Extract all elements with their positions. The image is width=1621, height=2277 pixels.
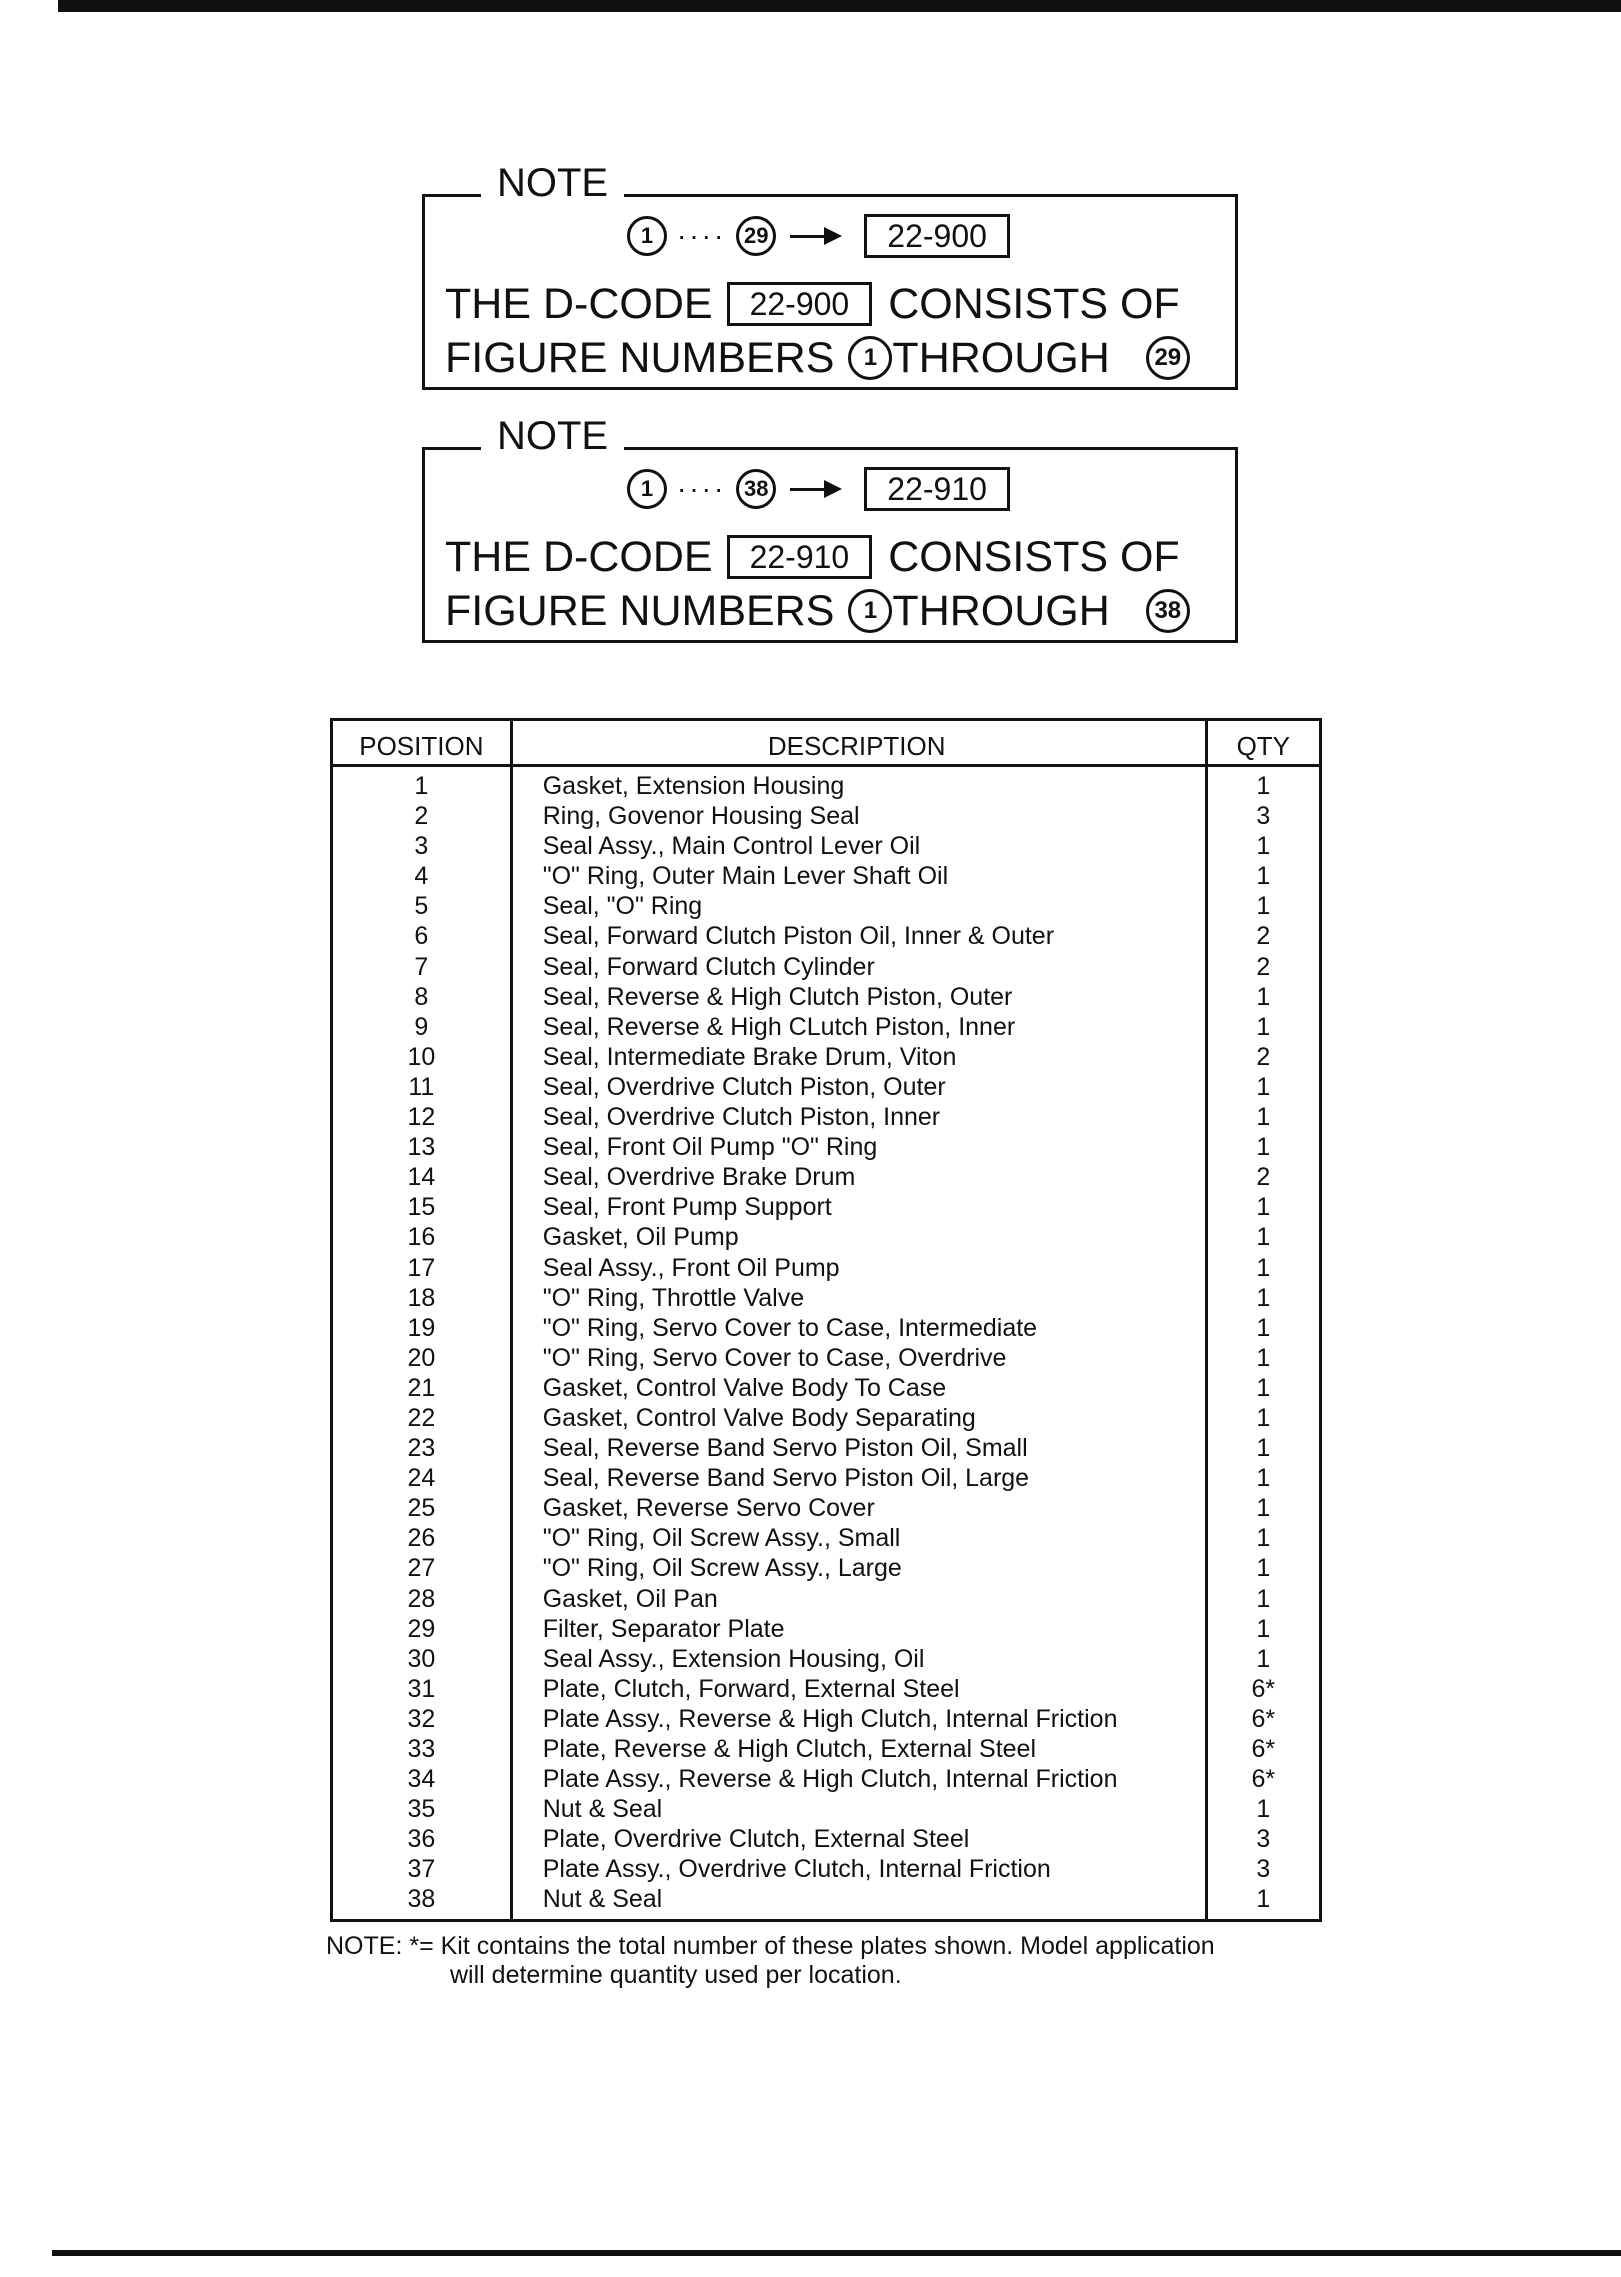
cell-qty: 2 bbox=[1206, 1162, 1320, 1192]
table-row bbox=[332, 1042, 1321, 1072]
cell-position: 20 bbox=[332, 1343, 512, 1373]
table-row bbox=[332, 1373, 1321, 1403]
cell-qty: 1 bbox=[1206, 1584, 1320, 1614]
table-row bbox=[332, 1313, 1321, 1343]
cell-description: Gasket, Extension Housing bbox=[511, 766, 1206, 802]
cell-description: Seal Assy., Extension Housing, Oil bbox=[511, 1644, 1206, 1674]
note-text-line2 bbox=[445, 333, 1190, 383]
cell-qty: 3 bbox=[1206, 1854, 1320, 1884]
arrow-right-icon bbox=[790, 480, 842, 498]
cell-qty: 1 bbox=[1206, 766, 1320, 802]
table-row bbox=[332, 1403, 1321, 1433]
cell-qty: 1 bbox=[1206, 891, 1320, 921]
table-row bbox=[332, 1553, 1321, 1583]
note-text-prefix: THE D-CODE bbox=[445, 533, 713, 581]
cell-qty: 2 bbox=[1206, 952, 1320, 982]
cell-description: "O" Ring, Servo Cover to Case, Intermediate bbox=[511, 1313, 1206, 1343]
cell-position: 35 bbox=[332, 1794, 512, 1824]
cell-position: 22 bbox=[332, 1403, 512, 1433]
table-row bbox=[332, 982, 1321, 1012]
note-box-2 bbox=[422, 414, 1238, 643]
cell-position: 26 bbox=[332, 1523, 512, 1553]
table-row bbox=[332, 891, 1321, 921]
table-row bbox=[332, 1644, 1321, 1674]
cell-description: "O" Ring, Oil Screw Assy., Large bbox=[511, 1553, 1206, 1583]
table-row bbox=[332, 1584, 1321, 1614]
cell-description: Nut & Seal bbox=[511, 1794, 1206, 1824]
table-body bbox=[332, 766, 1321, 1921]
header-qty: QTY bbox=[1206, 720, 1320, 766]
table-row bbox=[332, 1614, 1321, 1644]
cell-position: 5 bbox=[332, 891, 512, 921]
cell-description: Plate Assy., Reverse & High Clutch, Internal Friction bbox=[511, 1764, 1206, 1794]
cell-description: "O" Ring, Outer Main Lever Shaft Oil bbox=[511, 861, 1206, 891]
cell-position: 25 bbox=[332, 1493, 512, 1523]
cell-description: Seal Assy., Main Control Lever Oil bbox=[511, 831, 1206, 861]
footnote-line1: NOTE: *= Kit contains the total number of these plates shown. Model application bbox=[326, 1932, 1215, 1960]
note-line2-prefix: FIGURE NUMBERS bbox=[445, 334, 835, 382]
note-text-suffix: CONSISTS OF bbox=[888, 280, 1180, 328]
cell-qty: 1 bbox=[1206, 1373, 1320, 1403]
cell-qty: 1 bbox=[1206, 1132, 1320, 1162]
cell-position: 30 bbox=[332, 1644, 512, 1674]
note-label: NOTE bbox=[481, 161, 624, 205]
note-text-line1 bbox=[445, 532, 1180, 582]
cell-description: Gasket, Control Valve Body To Case bbox=[511, 1373, 1206, 1403]
cell-position: 34 bbox=[332, 1764, 512, 1794]
cell-description: Gasket, Control Valve Body Separating bbox=[511, 1403, 1206, 1433]
cell-position: 29 bbox=[332, 1614, 512, 1644]
through-start-circle: 1 bbox=[848, 336, 892, 380]
cell-qty: 2 bbox=[1206, 921, 1320, 951]
cell-qty: 1 bbox=[1206, 1072, 1320, 1102]
cell-qty: 1 bbox=[1206, 1614, 1320, 1644]
cell-qty: 1 bbox=[1206, 1794, 1320, 1824]
cell-description: Seal, Reverse & High CLutch Piston, Inner bbox=[511, 1012, 1206, 1042]
cell-position: 7 bbox=[332, 952, 512, 982]
cell-qty: 1 bbox=[1206, 1192, 1320, 1222]
cell-description: Seal, Forward Clutch Cylinder bbox=[511, 952, 1206, 982]
range-end-circle: 29 bbox=[736, 216, 776, 256]
cell-position: 17 bbox=[332, 1253, 512, 1283]
cell-description: "O" Ring, Servo Cover to Case, Overdrive bbox=[511, 1343, 1206, 1373]
cell-qty: 1 bbox=[1206, 1644, 1320, 1674]
cell-position: 8 bbox=[332, 982, 512, 1012]
cell-qty: 1 bbox=[1206, 1523, 1320, 1553]
cell-position: 16 bbox=[332, 1222, 512, 1252]
range-dots: ···· bbox=[677, 220, 727, 251]
table-row bbox=[332, 1674, 1321, 1704]
table-row bbox=[332, 1433, 1321, 1463]
cell-description: Seal, "O" Ring bbox=[511, 891, 1206, 921]
note-line2-through: THROUGH bbox=[892, 587, 1110, 635]
cell-qty: 3 bbox=[1206, 1824, 1320, 1854]
cell-position: 15 bbox=[332, 1192, 512, 1222]
cell-position: 24 bbox=[332, 1463, 512, 1493]
table-row bbox=[332, 1102, 1321, 1132]
cell-description: Gasket, Oil Pan bbox=[511, 1584, 1206, 1614]
d-code-inline: 22-910 bbox=[727, 535, 873, 579]
cell-position: 23 bbox=[332, 1433, 512, 1463]
cell-qty: 1 bbox=[1206, 1493, 1320, 1523]
cell-description: Seal, Reverse Band Servo Piston Oil, Large bbox=[511, 1463, 1206, 1493]
cell-description: Plate, Reverse & High Clutch, External Steel bbox=[511, 1734, 1206, 1764]
cell-position: 14 bbox=[332, 1162, 512, 1192]
table-row bbox=[332, 1764, 1321, 1794]
cell-position: 28 bbox=[332, 1584, 512, 1614]
cell-qty: 6* bbox=[1206, 1764, 1320, 1794]
cell-description: "O" Ring, Oil Screw Assy., Small bbox=[511, 1523, 1206, 1553]
cell-position: 36 bbox=[332, 1824, 512, 1854]
note-text-prefix: THE D-CODE bbox=[445, 280, 713, 328]
cell-qty: 1 bbox=[1206, 1553, 1320, 1583]
cell-description: Plate Assy., Overdrive Clutch, Internal Friction bbox=[511, 1854, 1206, 1884]
cell-description: Filter, Separator Plate bbox=[511, 1614, 1206, 1644]
table-row bbox=[332, 1192, 1321, 1222]
cell-position: 31 bbox=[332, 1674, 512, 1704]
cell-qty: 1 bbox=[1206, 982, 1320, 1012]
cell-qty: 1 bbox=[1206, 831, 1320, 861]
parts-table bbox=[330, 718, 1322, 1922]
cell-description: Plate, Overdrive Clutch, External Steel bbox=[511, 1824, 1206, 1854]
through-end-circle: 29 bbox=[1146, 336, 1190, 380]
note-range bbox=[627, 466, 1010, 512]
cell-position: 4 bbox=[332, 861, 512, 891]
through-end-circle: 38 bbox=[1146, 589, 1190, 633]
note-line2-through: THROUGH bbox=[892, 334, 1110, 382]
cell-description: Seal, Intermediate Brake Drum, Viton bbox=[511, 1042, 1206, 1072]
cell-description: Seal Assy., Front Oil Pump bbox=[511, 1253, 1206, 1283]
note-box-1 bbox=[422, 161, 1238, 390]
table-row bbox=[332, 1794, 1321, 1824]
footnote bbox=[326, 1932, 1326, 1990]
table-row bbox=[332, 1884, 1321, 1920]
cell-qty: 1 bbox=[1206, 1222, 1320, 1252]
cell-description: Seal, Overdrive Brake Drum bbox=[511, 1162, 1206, 1192]
table-row bbox=[332, 952, 1321, 982]
top-rule bbox=[58, 0, 1621, 12]
cell-qty: 1 bbox=[1206, 1012, 1320, 1042]
table-row bbox=[332, 1283, 1321, 1313]
table-row bbox=[332, 1854, 1321, 1884]
cell-position: 6 bbox=[332, 921, 512, 951]
table-row bbox=[332, 1132, 1321, 1162]
bottom-rule bbox=[52, 2250, 1621, 2256]
cell-qty: 1 bbox=[1206, 861, 1320, 891]
table-row bbox=[332, 766, 1321, 802]
cell-description: Seal, Overdrive Clutch Piston, Inner bbox=[511, 1102, 1206, 1132]
cell-qty: 1 bbox=[1206, 1253, 1320, 1283]
table-row bbox=[332, 1463, 1321, 1493]
d-code-box: 22-910 bbox=[864, 467, 1010, 511]
table-row bbox=[332, 1162, 1321, 1192]
cell-description: Gasket, Oil Pump bbox=[511, 1222, 1206, 1252]
table-row bbox=[332, 1222, 1321, 1252]
cell-description: Plate, Clutch, Forward, External Steel bbox=[511, 1674, 1206, 1704]
table-row bbox=[332, 801, 1321, 831]
cell-position: 10 bbox=[332, 1042, 512, 1072]
cell-position: 13 bbox=[332, 1132, 512, 1162]
cell-qty: 6* bbox=[1206, 1734, 1320, 1764]
table-row bbox=[332, 1704, 1321, 1734]
cell-description: Seal, Reverse Band Servo Piston Oil, Small bbox=[511, 1433, 1206, 1463]
cell-description: Seal, Front Pump Support bbox=[511, 1192, 1206, 1222]
note-text-suffix: CONSISTS OF bbox=[888, 533, 1180, 581]
cell-position: 32 bbox=[332, 1704, 512, 1734]
note-text-line1 bbox=[445, 279, 1180, 329]
cell-position: 18 bbox=[332, 1283, 512, 1313]
cell-description: Seal, Forward Clutch Piston Oil, Inner & Outer bbox=[511, 921, 1206, 951]
cell-qty: 6* bbox=[1206, 1674, 1320, 1704]
cell-position: 9 bbox=[332, 1012, 512, 1042]
range-start-circle: 1 bbox=[627, 469, 667, 509]
table-row bbox=[332, 1734, 1321, 1764]
cell-qty: 1 bbox=[1206, 1463, 1320, 1493]
cell-position: 27 bbox=[332, 1553, 512, 1583]
note-range bbox=[627, 213, 1010, 259]
table-header-row bbox=[332, 720, 1321, 766]
cell-qty: 1 bbox=[1206, 1313, 1320, 1343]
table-row bbox=[332, 831, 1321, 861]
cell-qty: 6* bbox=[1206, 1704, 1320, 1734]
cell-position: 21 bbox=[332, 1373, 512, 1403]
cell-position: 11 bbox=[332, 1072, 512, 1102]
cell-position: 37 bbox=[332, 1854, 512, 1884]
table-row bbox=[332, 1343, 1321, 1373]
d-code-inline: 22-900 bbox=[727, 282, 873, 326]
cell-position: 19 bbox=[332, 1313, 512, 1343]
table-row bbox=[332, 1824, 1321, 1854]
table-row bbox=[332, 1072, 1321, 1102]
note-line2-prefix: FIGURE NUMBERS bbox=[445, 587, 835, 635]
cell-description: "O" Ring, Throttle Valve bbox=[511, 1283, 1206, 1313]
cell-qty: 2 bbox=[1206, 1042, 1320, 1072]
note-text-line2 bbox=[445, 586, 1190, 636]
d-code-box: 22-900 bbox=[864, 214, 1010, 258]
cell-description: Seal, Overdrive Clutch Piston, Outer bbox=[511, 1072, 1206, 1102]
cell-qty: 1 bbox=[1206, 1102, 1320, 1132]
table-row bbox=[332, 1253, 1321, 1283]
cell-description: Gasket, Reverse Servo Cover bbox=[511, 1493, 1206, 1523]
cell-qty: 1 bbox=[1206, 1283, 1320, 1313]
cell-description: Seal, Reverse & High Clutch Piston, Outer bbox=[511, 982, 1206, 1012]
table-row bbox=[332, 1012, 1321, 1042]
through-start-circle: 1 bbox=[848, 589, 892, 633]
header-position: POSITION bbox=[332, 720, 512, 766]
table-row bbox=[332, 861, 1321, 891]
cell-position: 2 bbox=[332, 801, 512, 831]
note-label: NOTE bbox=[481, 414, 624, 458]
cell-qty: 1 bbox=[1206, 1403, 1320, 1433]
cell-position: 1 bbox=[332, 766, 512, 802]
footnote-line2: will determine quantity used per location. bbox=[450, 1961, 902, 1989]
table-row bbox=[332, 921, 1321, 951]
cell-description: Plate Assy., Reverse & High Clutch, Internal Friction bbox=[511, 1704, 1206, 1734]
cell-position: 12 bbox=[332, 1102, 512, 1132]
cell-description: Ring, Govenor Housing Seal bbox=[511, 801, 1206, 831]
cell-qty: 1 bbox=[1206, 1343, 1320, 1373]
table-row bbox=[332, 1523, 1321, 1553]
header-description: DESCRIPTION bbox=[511, 720, 1206, 766]
cell-description: Nut & Seal bbox=[511, 1884, 1206, 1920]
cell-qty: 3 bbox=[1206, 801, 1320, 831]
range-end-circle: 38 bbox=[736, 469, 776, 509]
cell-position: 38 bbox=[332, 1884, 512, 1920]
range-start-circle: 1 bbox=[627, 216, 667, 256]
arrow-right-icon bbox=[790, 227, 842, 245]
cell-qty: 1 bbox=[1206, 1433, 1320, 1463]
range-dots: ···· bbox=[677, 473, 727, 504]
cell-position: 33 bbox=[332, 1734, 512, 1764]
cell-qty: 1 bbox=[1206, 1884, 1320, 1920]
cell-position: 3 bbox=[332, 831, 512, 861]
table-row bbox=[332, 1493, 1321, 1523]
cell-description: Seal, Front Oil Pump "O" Ring bbox=[511, 1132, 1206, 1162]
